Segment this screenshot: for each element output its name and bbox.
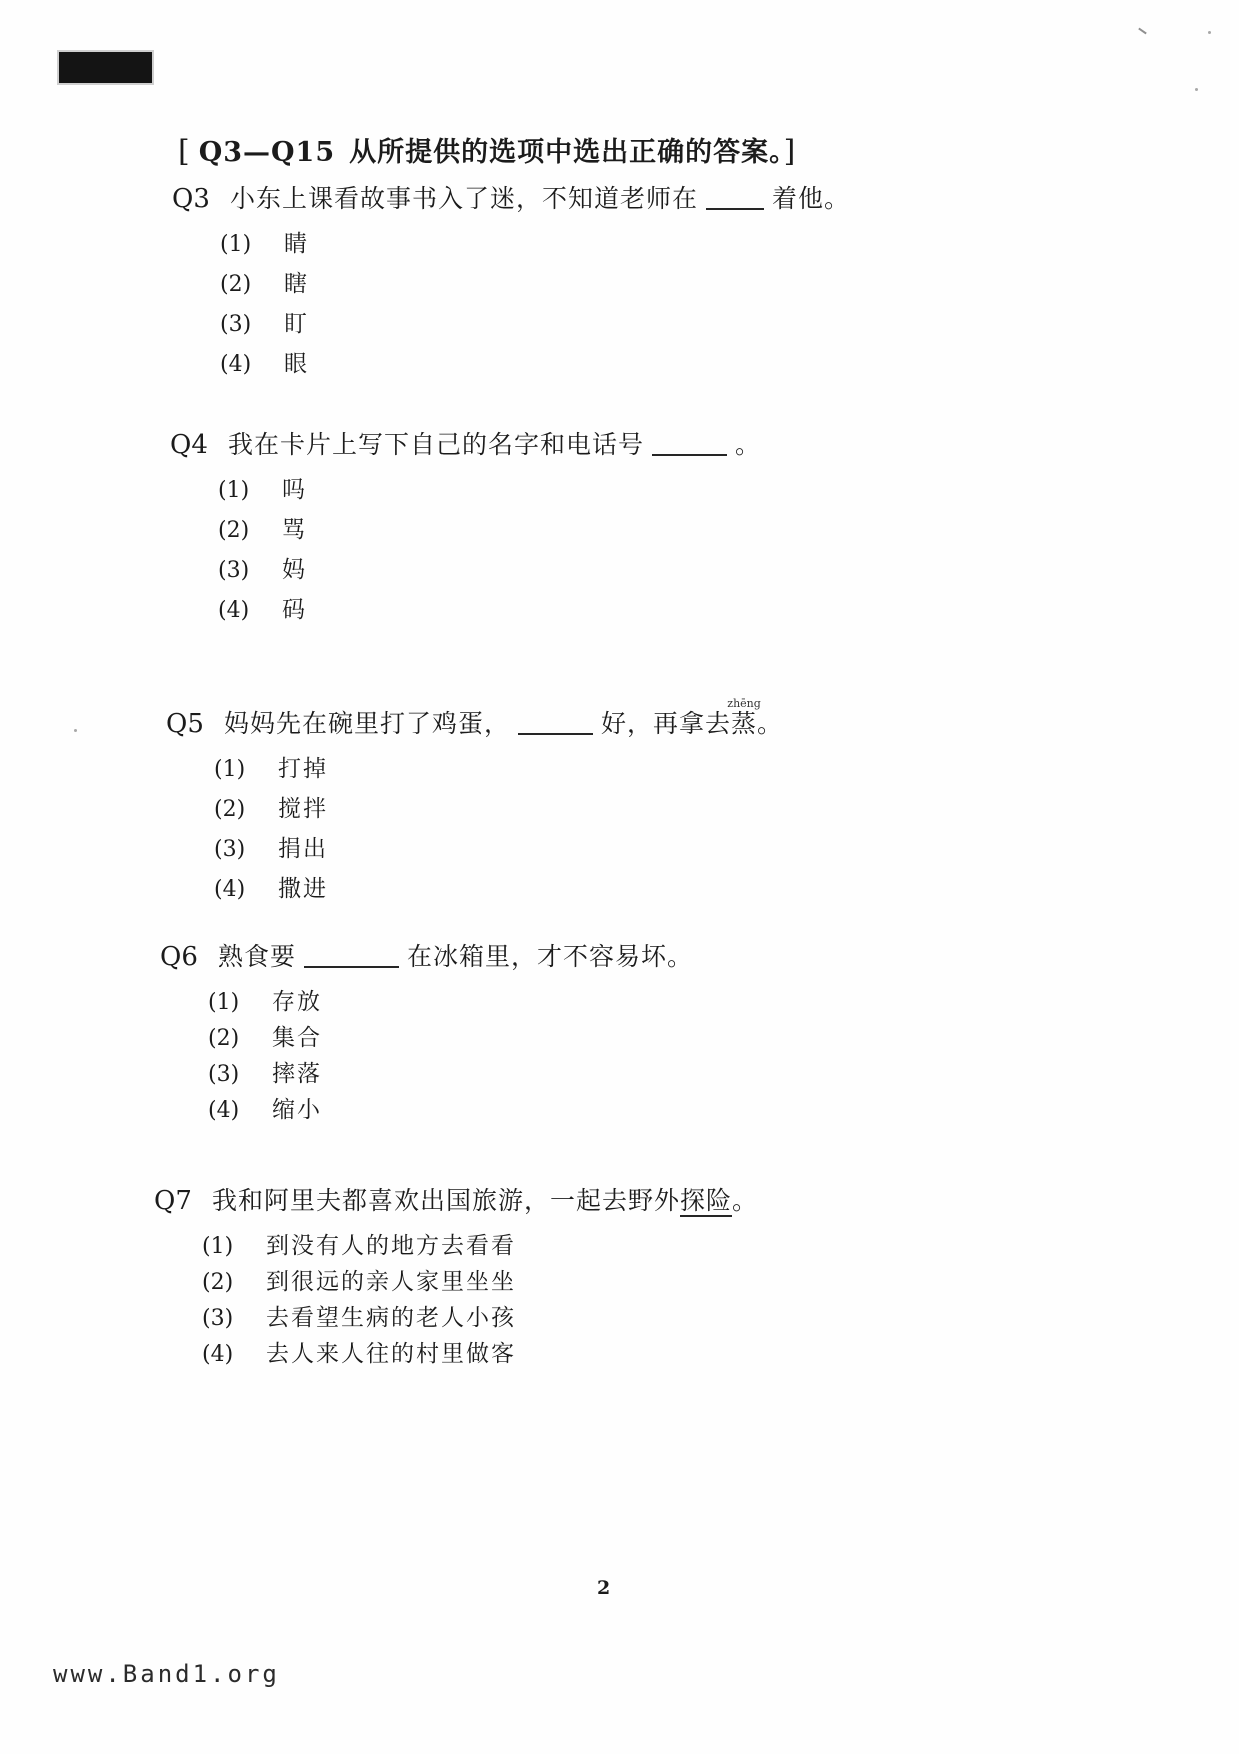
option-row xyxy=(218,556,761,585)
pinyin-annotation: zhēng xyxy=(727,697,761,710)
answer-blank xyxy=(652,433,727,456)
question-number: Q6 xyxy=(160,942,198,972)
option-row xyxy=(214,795,783,824)
option-text: 存放 xyxy=(272,989,322,1015)
option-number: (1) xyxy=(202,1234,234,1259)
scan-artifact xyxy=(74,729,77,732)
question-q3 xyxy=(172,182,850,390)
question-q4 xyxy=(170,428,761,636)
option-number: (4) xyxy=(208,1098,240,1123)
question-number: Q7 xyxy=(154,1186,192,1216)
underlined-term: 探险 xyxy=(680,1186,733,1215)
option-row xyxy=(214,755,783,784)
option-text: 盯 xyxy=(284,311,309,337)
option-row xyxy=(214,835,783,864)
option-row xyxy=(208,1024,693,1053)
option-text: 去看望生病的老人小孩 xyxy=(266,1305,516,1331)
open-bracket: [ xyxy=(178,134,191,169)
option-row xyxy=(220,270,850,299)
option-number: (3) xyxy=(208,1062,240,1087)
question-q6 xyxy=(160,940,693,1132)
page-number: 2 xyxy=(597,1577,611,1599)
options-list xyxy=(172,230,850,379)
question-sentence: 我在卡片上写下自己的名字和电话号 。 xyxy=(228,430,762,459)
option-text: 骂 xyxy=(282,517,307,543)
option-text: 妈 xyxy=(282,557,307,583)
option-row xyxy=(208,1060,693,1089)
option-row xyxy=(218,516,761,545)
redaction-block xyxy=(57,50,154,85)
option-text: 到很远的亲人家里坐坐 xyxy=(266,1269,516,1295)
question-sentence: 我和阿里夫都喜欢出国旅游，一起去野外探险。 xyxy=(212,1186,759,1215)
question-sentence: 妈妈先在碗里打了鸡蛋， 好，再拿去蒸zhēng。 xyxy=(224,697,784,738)
question-range: Q3—Q15 xyxy=(198,137,336,168)
section-instruction xyxy=(178,130,796,169)
option-number: (1) xyxy=(218,478,250,503)
site-watermark: www.Band1.org xyxy=(53,1660,280,1688)
option-row xyxy=(202,1232,758,1261)
option-number: (1) xyxy=(220,232,252,257)
question-sentence: 小东上课看故事书入了迷，不知道老师在 着他。 xyxy=(230,184,851,213)
option-row xyxy=(208,1096,693,1125)
option-row xyxy=(208,988,693,1017)
option-text: 眼 xyxy=(284,351,309,377)
option-text: 睛 xyxy=(284,231,309,257)
option-number: (2) xyxy=(218,518,250,543)
option-number: (1) xyxy=(214,757,246,782)
option-number: (2) xyxy=(220,272,252,297)
option-number: (2) xyxy=(214,797,246,822)
option-text: 搅拌 xyxy=(278,796,328,822)
option-text: 码 xyxy=(282,597,307,623)
option-text: 缩小 xyxy=(272,1097,322,1123)
option-number: (3) xyxy=(214,837,246,862)
option-row xyxy=(220,230,850,259)
question-number: Q3 xyxy=(172,184,210,214)
question-q7 xyxy=(154,1184,758,1376)
options-list xyxy=(170,476,761,625)
option-number: (4) xyxy=(220,352,252,377)
option-number: (4) xyxy=(214,877,246,902)
option-number: (2) xyxy=(202,1270,234,1295)
option-row xyxy=(202,1268,758,1297)
option-number: (1) xyxy=(208,990,240,1015)
answer-blank xyxy=(518,712,593,735)
option-text: 撒进 xyxy=(278,876,328,902)
options-list xyxy=(154,1232,758,1369)
option-number: (4) xyxy=(202,1342,234,1367)
question-number: Q5 xyxy=(166,709,204,739)
question-number: Q4 xyxy=(170,430,208,460)
scan-artifact xyxy=(1138,28,1147,35)
question-sentence: 熟食要 在冰箱里，才不容易坏。 xyxy=(218,942,694,971)
options-list xyxy=(166,755,783,904)
option-number: (3) xyxy=(220,312,252,337)
instruction-text: 从所提供的选项中选出正确的答案。 xyxy=(349,137,784,168)
option-row xyxy=(218,596,761,625)
options-list xyxy=(160,988,693,1125)
option-row xyxy=(220,310,850,339)
answer-blank xyxy=(304,945,399,968)
scan-artifact xyxy=(1195,88,1198,91)
option-text: 打掉 xyxy=(278,756,328,782)
option-text: 摔落 xyxy=(272,1061,322,1087)
option-row xyxy=(218,476,761,505)
scan-artifact xyxy=(1208,31,1211,34)
option-number: (3) xyxy=(202,1306,234,1331)
option-number: (3) xyxy=(218,558,250,583)
option-text: 去人来人往的村里做客 xyxy=(266,1341,516,1367)
option-row xyxy=(220,350,850,379)
option-number: (2) xyxy=(208,1026,240,1051)
option-text: 吗 xyxy=(282,477,307,503)
close-bracket: ] xyxy=(783,134,797,169)
answer-blank xyxy=(706,187,764,210)
option-text: 瞎 xyxy=(284,271,309,297)
option-text: 到没有人的地方去看看 xyxy=(266,1233,516,1259)
question-q5 xyxy=(166,698,783,915)
option-text: 捐出 xyxy=(278,836,328,862)
pinyin-annotated-char: 蒸zhēng xyxy=(727,697,761,738)
option-number: (4) xyxy=(218,598,250,623)
option-row xyxy=(202,1304,758,1333)
option-row xyxy=(214,875,783,904)
option-row xyxy=(202,1340,758,1369)
option-text: 集合 xyxy=(272,1025,322,1051)
